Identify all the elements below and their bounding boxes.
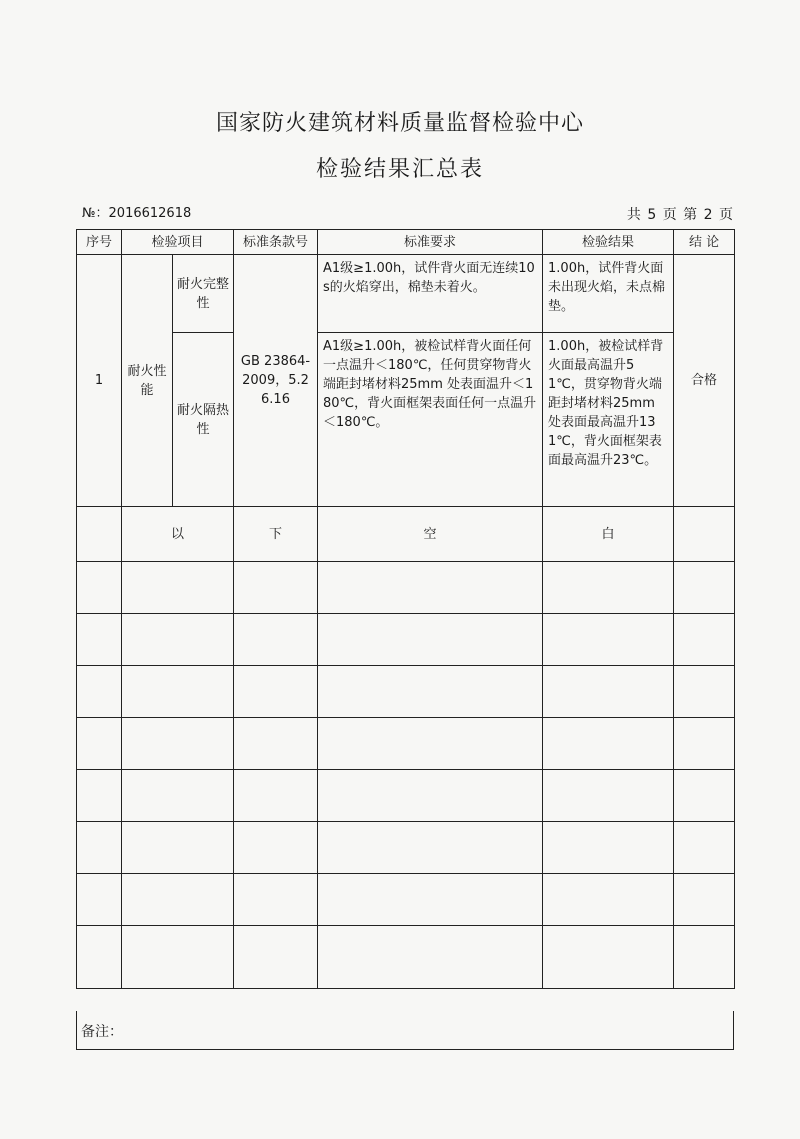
org-title: 国家防火建筑材料质量监督检验中心 — [215, 111, 584, 136]
cell-empty — [234, 614, 318, 666]
header-requirement: 标准要求 — [318, 230, 543, 255]
cell-empty — [122, 718, 234, 770]
remark-label: 备注： — [81, 1024, 123, 1040]
empty-row — [77, 926, 735, 989]
cell-empty — [122, 926, 234, 989]
blank-word-1: 以 — [122, 507, 234, 562]
cell-empty — [234, 770, 318, 822]
header-seq: 序号 — [77, 230, 122, 255]
cell-empty — [77, 926, 122, 989]
cell-empty — [674, 770, 735, 822]
page-title: 检验结果汇总表 — [315, 157, 484, 182]
empty-row — [77, 666, 735, 718]
cell-empty — [674, 562, 735, 614]
cell-empty — [234, 562, 318, 614]
cell-empty — [543, 822, 674, 874]
cell-empty — [122, 822, 234, 874]
blank-word-2: 下 — [234, 507, 318, 562]
cell-empty — [674, 822, 735, 874]
cell-empty — [674, 926, 735, 989]
table-header-row — [77, 230, 735, 255]
cell-empty — [318, 562, 543, 614]
blank-row — [77, 507, 735, 562]
cell-empty — [318, 770, 543, 822]
cell-empty — [234, 822, 318, 874]
empty-row — [77, 718, 735, 770]
test-item: 耐火性能 — [122, 255, 173, 507]
table-row — [77, 255, 735, 333]
empty-row — [77, 874, 735, 926]
cell-empty — [77, 614, 122, 666]
cell-empty — [234, 874, 318, 926]
cell-empty — [318, 666, 543, 718]
standard-clause: GB 23864-2009，5.2 6.16 — [234, 255, 318, 507]
cell-empty — [674, 874, 735, 926]
cell-empty — [77, 822, 122, 874]
cell-empty — [674, 507, 735, 562]
cell-empty — [543, 770, 674, 822]
row-seq: 1 — [77, 255, 122, 507]
conclusion: 合格 — [674, 255, 735, 507]
cell-empty — [543, 718, 674, 770]
cell-empty — [77, 507, 122, 562]
cell-empty — [318, 874, 543, 926]
header-conclusion: 结 论 — [674, 230, 735, 255]
cell-empty — [122, 874, 234, 926]
cell-empty — [318, 822, 543, 874]
page-info: 共 5 页 第 2 页 — [626, 207, 734, 223]
cell-empty — [543, 614, 674, 666]
cell-empty — [77, 718, 122, 770]
empty-row — [77, 562, 735, 614]
sub-item-insulation: 耐火隔热性 — [173, 333, 234, 507]
empty-row — [77, 770, 735, 822]
cell-empty — [543, 874, 674, 926]
blank-word-3: 空 — [318, 507, 543, 562]
cell-empty — [234, 666, 318, 718]
cell-empty — [234, 926, 318, 989]
result-integrity: 1.00h，试件背火面未出现火焰，未点棉垫。 — [543, 255, 674, 333]
requirement-integrity: A1级≥1.00h，试件背火面无连续10s的火焰穿出，棉垫未着火。 — [318, 255, 543, 333]
cell-empty — [543, 666, 674, 718]
cell-empty — [318, 614, 543, 666]
cell-empty — [122, 562, 234, 614]
cell-empty — [77, 666, 122, 718]
cell-empty — [122, 770, 234, 822]
remark-box — [76, 1011, 734, 1050]
cell-empty — [122, 666, 234, 718]
cell-empty — [318, 718, 543, 770]
sub-item-integrity: 耐火完整性 — [173, 255, 234, 333]
result-table — [76, 229, 735, 989]
document-number: №：2016612618 — [82, 206, 192, 221]
empty-row — [77, 822, 735, 874]
table-row — [77, 333, 735, 507]
cell-empty — [543, 926, 674, 989]
cell-empty — [77, 562, 122, 614]
cell-empty — [543, 562, 674, 614]
cell-empty — [674, 666, 735, 718]
cell-empty — [234, 718, 318, 770]
header-item: 检验项目 — [122, 230, 234, 255]
header-clause: 标准条款号 — [234, 230, 318, 255]
cell-empty — [77, 770, 122, 822]
cell-empty — [122, 614, 234, 666]
empty-row — [77, 614, 735, 666]
result-insulation: 1.00h，被检试样背火面最高温升51℃，贯穿物背火端距封堵材料25mm 处表面最高温升131℃，背火面框架表面最高温升23℃。 — [543, 333, 674, 507]
cell-empty — [77, 874, 122, 926]
header-result: 检验结果 — [543, 230, 674, 255]
requirement-insulation: A1级≥1.00h，被检试样背火面任何一点温升＜180℃，任何贯穿物背火端距封堵材料25mm 处表面温升＜180℃，背火面框架表面任何一点温升＜180℃。 — [318, 333, 543, 507]
blank-word-4: 白 — [543, 507, 674, 562]
cell-empty — [674, 718, 735, 770]
cell-empty — [674, 614, 735, 666]
cell-empty — [318, 926, 543, 989]
